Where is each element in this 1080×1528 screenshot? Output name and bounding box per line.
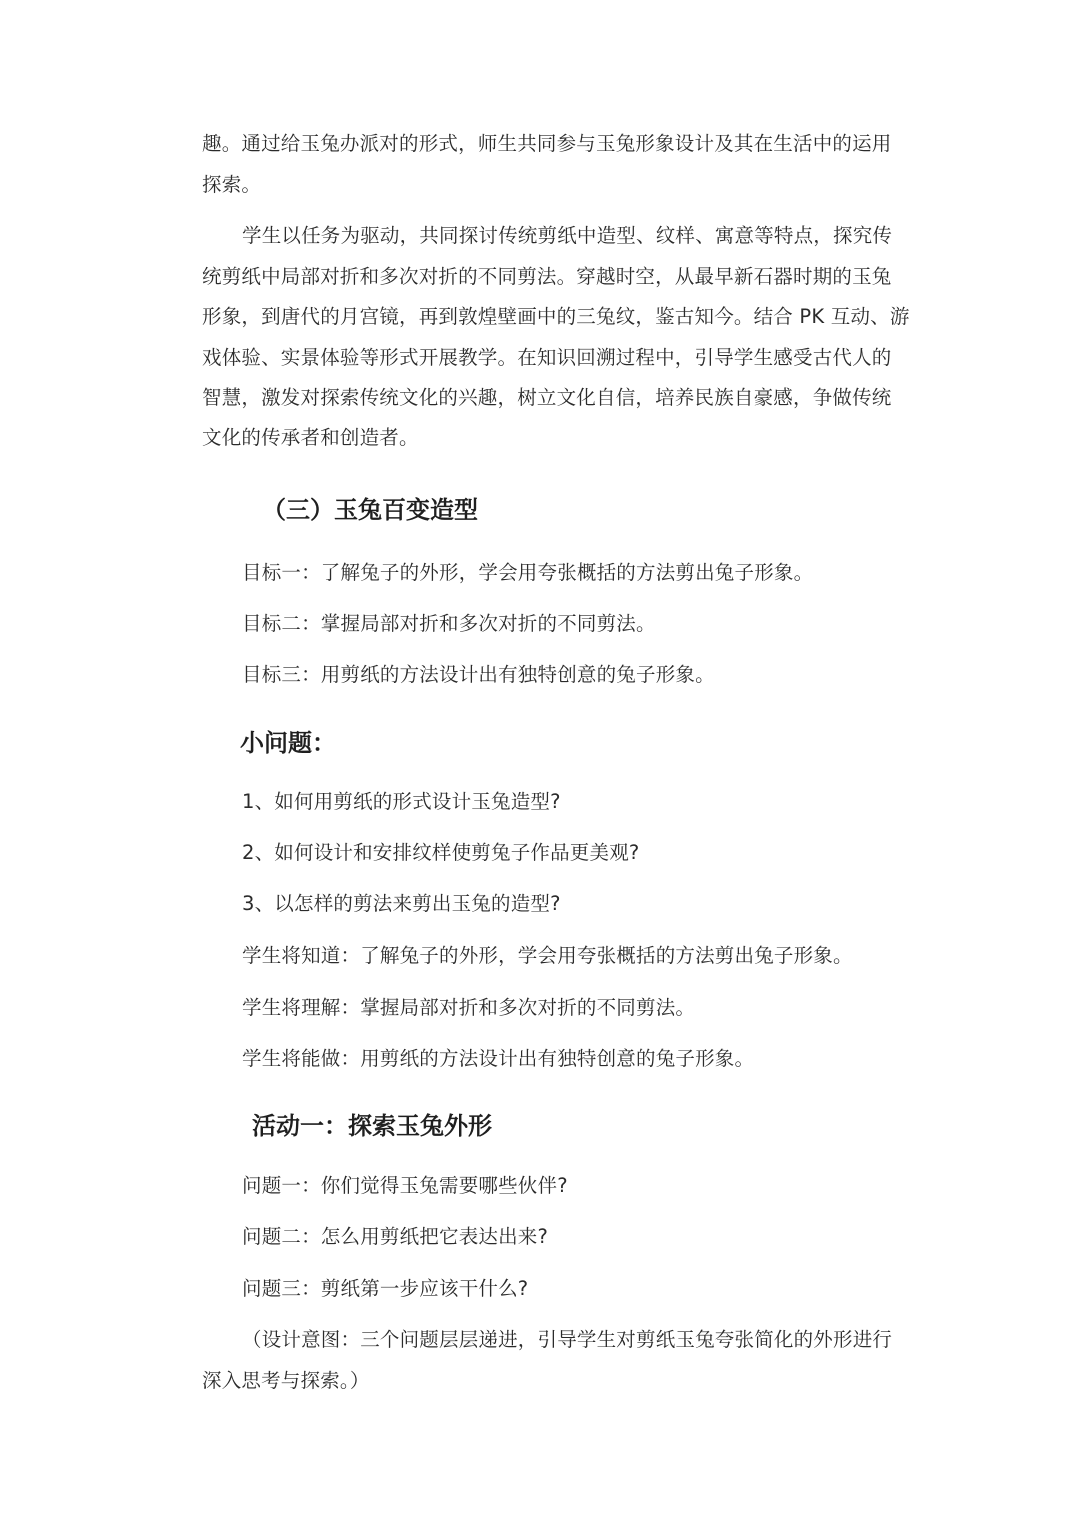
intro-paragraph-2-line-3: 形象，到唐代的月宫镜，再到敦煌壁画中的三兔纹，鉴古知今。结合 PK 互动、游 bbox=[202, 305, 910, 328]
activity-question-item: 问题二：怎么用剪纸把它表达出来? bbox=[242, 1225, 549, 1248]
outcome-item: 学生将理解：掌握局部对折和多次对折的不同剪法。 bbox=[242, 996, 696, 1019]
question-item: 3、以怎样的剪法来剪出玉兔的造型? bbox=[242, 892, 561, 915]
activity-question-item: 问题三：剪纸第一步应该干什么? bbox=[242, 1277, 529, 1300]
goal-item: 目标三：用剪纸的方法设计出有独特创意的兔子形象。 bbox=[242, 663, 715, 686]
design-intent-line-1: （设计意图：三个问题层层递进，引导学生对剪纸玉兔夸张简化的外形进行 bbox=[242, 1328, 893, 1351]
intro-paragraph-2-line-5: 智慧，激发对探索传统文化的兴趣，树立文化自信，培养民族自豪感，争做传统 bbox=[202, 386, 892, 409]
question-item: 2、如何设计和安排纹样使剪兔子作品更美观? bbox=[242, 841, 640, 864]
goal-item: 目标一：了解兔子的外形，学会用夸张概括的方法剪出兔子形象。 bbox=[242, 561, 814, 584]
intro-paragraph-1-line-1: 趣。通过给玉兔办派对的形式，师生共同参与玉兔形象设计及其在生活中的运用 bbox=[202, 132, 892, 155]
questions-heading: 小问题： bbox=[240, 729, 336, 757]
activity-1-heading: 活动一：探索玉兔外形 bbox=[252, 1112, 492, 1140]
outcome-item: 学生将知道：了解兔子的外形，学会用夸张概括的方法剪出兔子形象。 bbox=[242, 944, 853, 967]
intro-paragraph-2-line-2: 统剪纸中局部对折和多次对折的不同剪法。穿越时空，从最早新石器时期的玉兔 bbox=[202, 265, 892, 288]
outcome-item: 学生将能做：用剪纸的方法设计出有独特创意的兔子形象。 bbox=[242, 1047, 755, 1070]
goal-item: 目标二：掌握局部对折和多次对折的不同剪法。 bbox=[242, 612, 656, 635]
intro-paragraph-2-line-1: 学生以任务为驱动，共同探讨传统剪纸中造型、纹样、寓意等特点，探究传 bbox=[242, 224, 893, 247]
design-intent-line-2: 深入思考与探索。） bbox=[202, 1369, 370, 1392]
intro-paragraph-2-line-4: 戏体验、实景体验等形式开展教学。在知识回溯过程中，引导学生感受古代人的 bbox=[202, 346, 892, 369]
section-3-heading: （三）玉兔百变造型 bbox=[262, 496, 478, 524]
question-item: 1、如何用剪纸的形式设计玉兔造型? bbox=[242, 790, 561, 813]
intro-paragraph-1-line-2: 探索。 bbox=[202, 173, 262, 196]
activity-question-item: 问题一：你们觉得玉兔需要哪些伙伴? bbox=[242, 1174, 568, 1197]
intro-paragraph-2-line-6: 文化的传承者和创造者。 bbox=[202, 426, 419, 449]
